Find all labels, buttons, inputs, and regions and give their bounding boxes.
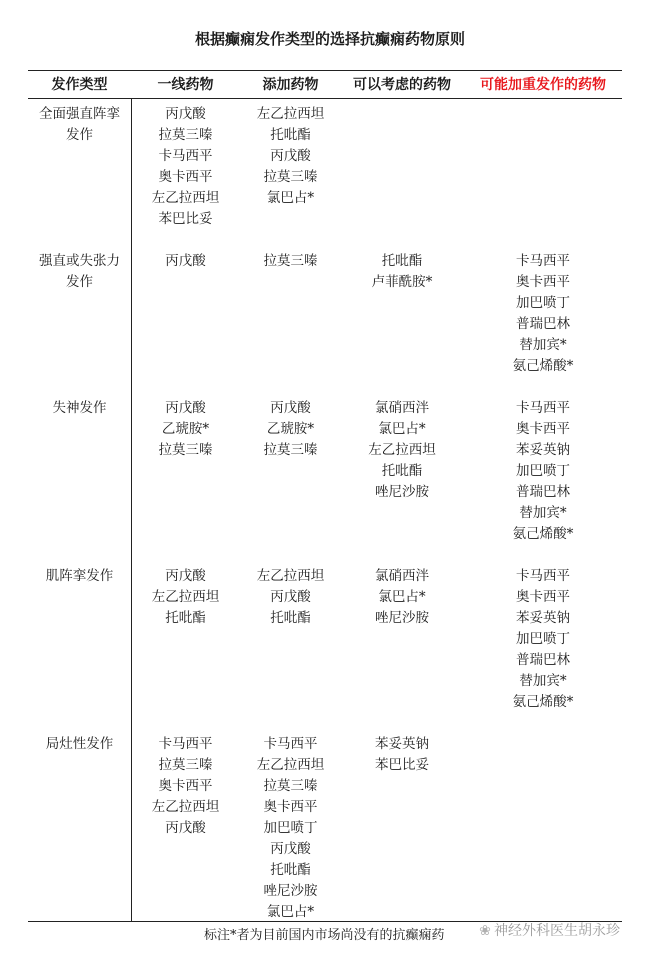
seizure-type-label: 全面强直阵挛 bbox=[39, 106, 120, 122]
drug-name: 拉莫三嗪 bbox=[158, 442, 213, 458]
drug-name: 托吡酯 bbox=[381, 253, 423, 269]
drug-name: 丙戊酸 bbox=[165, 820, 206, 836]
drug-name: 左乙拉西坦 bbox=[151, 799, 220, 815]
cell-first-line bbox=[133, 398, 238, 461]
footnote: 标注*者为目前国内市场尚没有的抗癫痫药 bbox=[204, 928, 445, 943]
cell-seizure-type bbox=[28, 251, 131, 293]
table-column-divider bbox=[131, 98, 132, 921]
seizure-type-label: 强直或失张力 bbox=[39, 253, 120, 269]
drug-name: 唑尼沙胺 bbox=[263, 883, 318, 899]
cell-first-line bbox=[133, 104, 238, 230]
drug-name: 卡马西平 bbox=[516, 253, 570, 269]
drug-name: 苯巴比妥 bbox=[158, 211, 213, 227]
header-may-aggravate: 可能加重发作的药物 bbox=[480, 77, 606, 93]
drug-name: 左乙拉西坦 bbox=[151, 190, 220, 206]
drug-name: 奥卡西平 bbox=[516, 274, 570, 290]
cell-add-on bbox=[238, 251, 343, 272]
wechat-icon: ❀ bbox=[479, 923, 491, 939]
drug-name: 丙戊酸 bbox=[270, 148, 311, 164]
drug-name: 托吡酯 bbox=[270, 127, 311, 143]
watermark-text: 神经外科医生胡永珍 bbox=[494, 923, 620, 939]
drug-name: 氯硝西泮 bbox=[375, 400, 429, 416]
cell-add-on bbox=[238, 566, 343, 629]
header-consider: 可以考虑的药物 bbox=[353, 77, 451, 93]
drug-name: 替加宾* bbox=[519, 673, 567, 689]
drug-name: 拉莫三嗪 bbox=[263, 253, 318, 269]
drug-name: 托吡酯 bbox=[270, 610, 311, 626]
drug-name: 奥卡西平 bbox=[158, 169, 213, 185]
cell-consider bbox=[343, 398, 461, 503]
drug-name: 苯妥英钠 bbox=[375, 736, 429, 752]
seizure-type-label: 局灶性发作 bbox=[45, 736, 114, 752]
drug-name: 拉莫三嗪 bbox=[158, 127, 213, 143]
cell-consider bbox=[343, 566, 461, 629]
drug-name: 奥卡西平 bbox=[516, 421, 570, 437]
drug-name: 替加宾* bbox=[519, 505, 567, 521]
table-top-rule bbox=[28, 70, 622, 71]
header-first-line: 一线药物 bbox=[157, 77, 214, 93]
cell-consider bbox=[343, 251, 461, 293]
drug-name: 唑尼沙胺 bbox=[375, 484, 429, 500]
drug-name: 加巴喷丁 bbox=[516, 295, 570, 311]
header-add-on: 添加药物 bbox=[262, 77, 319, 93]
drug-name: 氯巴占* bbox=[378, 421, 426, 437]
drug-name: 替加宾* bbox=[519, 337, 567, 353]
watermark bbox=[476, 920, 620, 940]
drug-name: 左乙拉西坦 bbox=[151, 589, 220, 605]
header-seizure-type: 发作类型 bbox=[51, 77, 108, 93]
drug-name: 拉莫三嗪 bbox=[263, 169, 318, 185]
cell-first-line bbox=[133, 734, 238, 839]
drug-name: 氯巴占* bbox=[378, 589, 426, 605]
cell-seizure-type bbox=[28, 734, 131, 755]
drug-name: 左乙拉西坦 bbox=[256, 106, 325, 122]
drug-name: 乙琥胺* bbox=[161, 421, 210, 437]
drug-name: 拉莫三嗪 bbox=[158, 757, 213, 773]
cell-consider bbox=[343, 734, 461, 776]
drug-name: 丙戊酸 bbox=[165, 400, 206, 416]
drug-name: 丙戊酸 bbox=[165, 106, 206, 122]
drug-name: 苯妥英钠 bbox=[516, 442, 570, 458]
drug-name: 卢菲酰胺* bbox=[371, 274, 433, 290]
seizure-type-label: 发作 bbox=[66, 127, 93, 143]
drug-name: 加巴喷丁 bbox=[263, 820, 318, 836]
drug-name: 卡马西平 bbox=[158, 148, 213, 164]
drug-name: 氨己烯酸* bbox=[512, 358, 574, 374]
seizure-type-label: 发作 bbox=[66, 274, 93, 290]
drug-name: 普瑞巴林 bbox=[516, 316, 570, 332]
drug-name: 氯巴占* bbox=[266, 904, 315, 920]
drug-name: 唑尼沙胺 bbox=[375, 610, 429, 626]
drug-name: 丙戊酸 bbox=[270, 589, 311, 605]
cell-add-on bbox=[238, 734, 343, 923]
table-header-rule bbox=[28, 98, 622, 99]
cell-add-on bbox=[238, 104, 343, 209]
drug-name: 氨己烯酸* bbox=[512, 526, 574, 542]
drug-name: 普瑞巴林 bbox=[516, 484, 570, 500]
seizure-type-label: 肌阵挛发作 bbox=[45, 568, 114, 584]
drug-name: 左乙拉西坦 bbox=[256, 568, 325, 584]
cell-add-on bbox=[238, 398, 343, 461]
cell-may-aggravate bbox=[466, 398, 620, 545]
drug-name: 丙戊酸 bbox=[270, 400, 311, 416]
drug-name: 苯妥英钠 bbox=[516, 610, 570, 626]
drug-name: 丙戊酸 bbox=[270, 841, 311, 857]
drug-name: 左乙拉西坦 bbox=[368, 442, 436, 458]
drug-name: 丙戊酸 bbox=[165, 253, 206, 269]
cell-seizure-type bbox=[28, 104, 131, 146]
drug-name: 氯巴占* bbox=[266, 190, 315, 206]
drug-name: 托吡酯 bbox=[381, 463, 423, 479]
drug-name: 拉莫三嗪 bbox=[263, 778, 318, 794]
cell-may-aggravate bbox=[466, 566, 620, 713]
drug-name: 奥卡西平 bbox=[158, 778, 213, 794]
drug-name: 奥卡西平 bbox=[263, 799, 318, 815]
drug-name: 普瑞巴林 bbox=[516, 652, 570, 668]
drug-name: 加巴喷丁 bbox=[516, 463, 570, 479]
drug-name: 奥卡西平 bbox=[516, 589, 570, 605]
cell-may-aggravate bbox=[466, 251, 620, 377]
drug-name: 卡马西平 bbox=[158, 736, 213, 752]
drug-name: 托吡酯 bbox=[165, 610, 206, 626]
drug-name: 氯硝西泮 bbox=[375, 568, 429, 584]
drug-name: 卡马西平 bbox=[516, 568, 570, 584]
drug-name: 丙戊酸 bbox=[165, 568, 206, 584]
drug-name: 乙琥胺* bbox=[266, 421, 315, 437]
drug-name: 卡马西平 bbox=[516, 400, 570, 416]
drug-name: 苯巴比妥 bbox=[375, 757, 429, 773]
cell-seizure-type bbox=[28, 398, 131, 419]
cell-first-line bbox=[133, 251, 238, 272]
drug-name: 卡马西平 bbox=[263, 736, 318, 752]
drug-name: 拉莫三嗪 bbox=[263, 442, 318, 458]
cell-first-line bbox=[133, 566, 238, 629]
drug-name: 托吡酯 bbox=[270, 862, 311, 878]
page-title: 根据癫痫发作类型的选择抗癫痫药物原则 bbox=[194, 30, 465, 48]
drug-name: 加巴喷丁 bbox=[516, 631, 570, 647]
drug-name: 左乙拉西坦 bbox=[256, 757, 325, 773]
cell-seizure-type bbox=[28, 566, 131, 587]
seizure-type-label: 失神发作 bbox=[52, 400, 107, 416]
drug-name: 氨己烯酸* bbox=[512, 694, 574, 710]
